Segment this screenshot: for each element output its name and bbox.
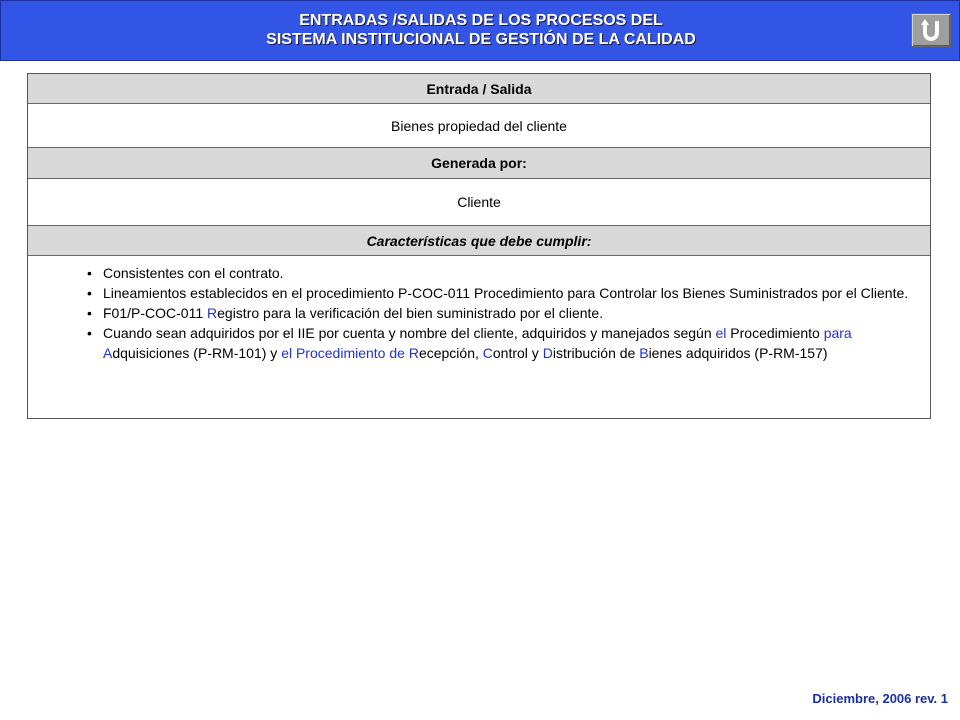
link-fragment[interactable]: D: [542, 345, 553, 361]
link-fragment[interactable]: el: [715, 325, 727, 341]
page-title-line-1: ENTRADAS /SALIDAS DE LOS PROCESOS DEL: [299, 12, 663, 29]
requirement-text: dquisiciones (P-RM-101) y: [112, 345, 282, 361]
requirement-text: ontrol y: [492, 345, 543, 361]
process-table: [27, 73, 931, 419]
requirement-text: egistro para la verificación del bien suministrado por el cliente.: [217, 305, 604, 321]
page-title: [1, 11, 960, 49]
page-title-line-2: SISTEMA INSTITUCIONAL DE GESTIÓN DE LA CALIDAD: [266, 31, 696, 48]
caracteristicas-body: [28, 256, 930, 418]
link-fragment[interactable]: B: [639, 345, 649, 361]
requirement-text: Consistentes con el contrato.: [103, 265, 284, 281]
entrada-salida-value: Bienes propiedad del cliente: [28, 104, 930, 148]
entrada-salida-header: Entrada / Salida: [28, 74, 930, 104]
requirement-item: [103, 323, 930, 363]
requirement-text: ecepción,: [418, 345, 483, 361]
u-turn-back-icon: [921, 19, 941, 41]
requirement-item: [103, 263, 930, 283]
back-button[interactable]: [911, 13, 951, 47]
requirement-item: [103, 303, 930, 323]
requirement-text: Lineamientos establecidos en el procedimiento P-COC-011 Procedimiento para Controlar los Bienes Suministrados por el Cliente.: [103, 285, 909, 301]
link-fragment[interactable]: R: [207, 305, 218, 321]
generada-por-value: Cliente: [28, 179, 930, 226]
requirement-item: [103, 283, 930, 303]
requirement-text: istribución de: [552, 345, 640, 361]
requirement-text: ienes adquiridos (P-RM-157): [648, 345, 828, 361]
requirement-text: Cuando sean adquiridos por el IIE por cuenta y nombre del cliente, adquiridos y manejados según: [103, 325, 716, 341]
footer-date: Diciembre, 2006 rev. 1: [812, 691, 948, 706]
requirements-list: [28, 256, 930, 363]
title-banner: [0, 0, 960, 61]
caracteristicas-header: Características que debe cumplir:: [28, 226, 930, 256]
requirement-text: Procedimiento: [726, 325, 824, 341]
link-fragment[interactable]: el Procedimiento de R: [281, 345, 419, 361]
generada-por-header: Generada por:: [28, 148, 930, 179]
link-fragment[interactable]: C: [482, 345, 493, 361]
requirement-text: F01/P-COC-011: [103, 305, 207, 321]
link-fragment[interactable]: para A: [103, 325, 852, 361]
